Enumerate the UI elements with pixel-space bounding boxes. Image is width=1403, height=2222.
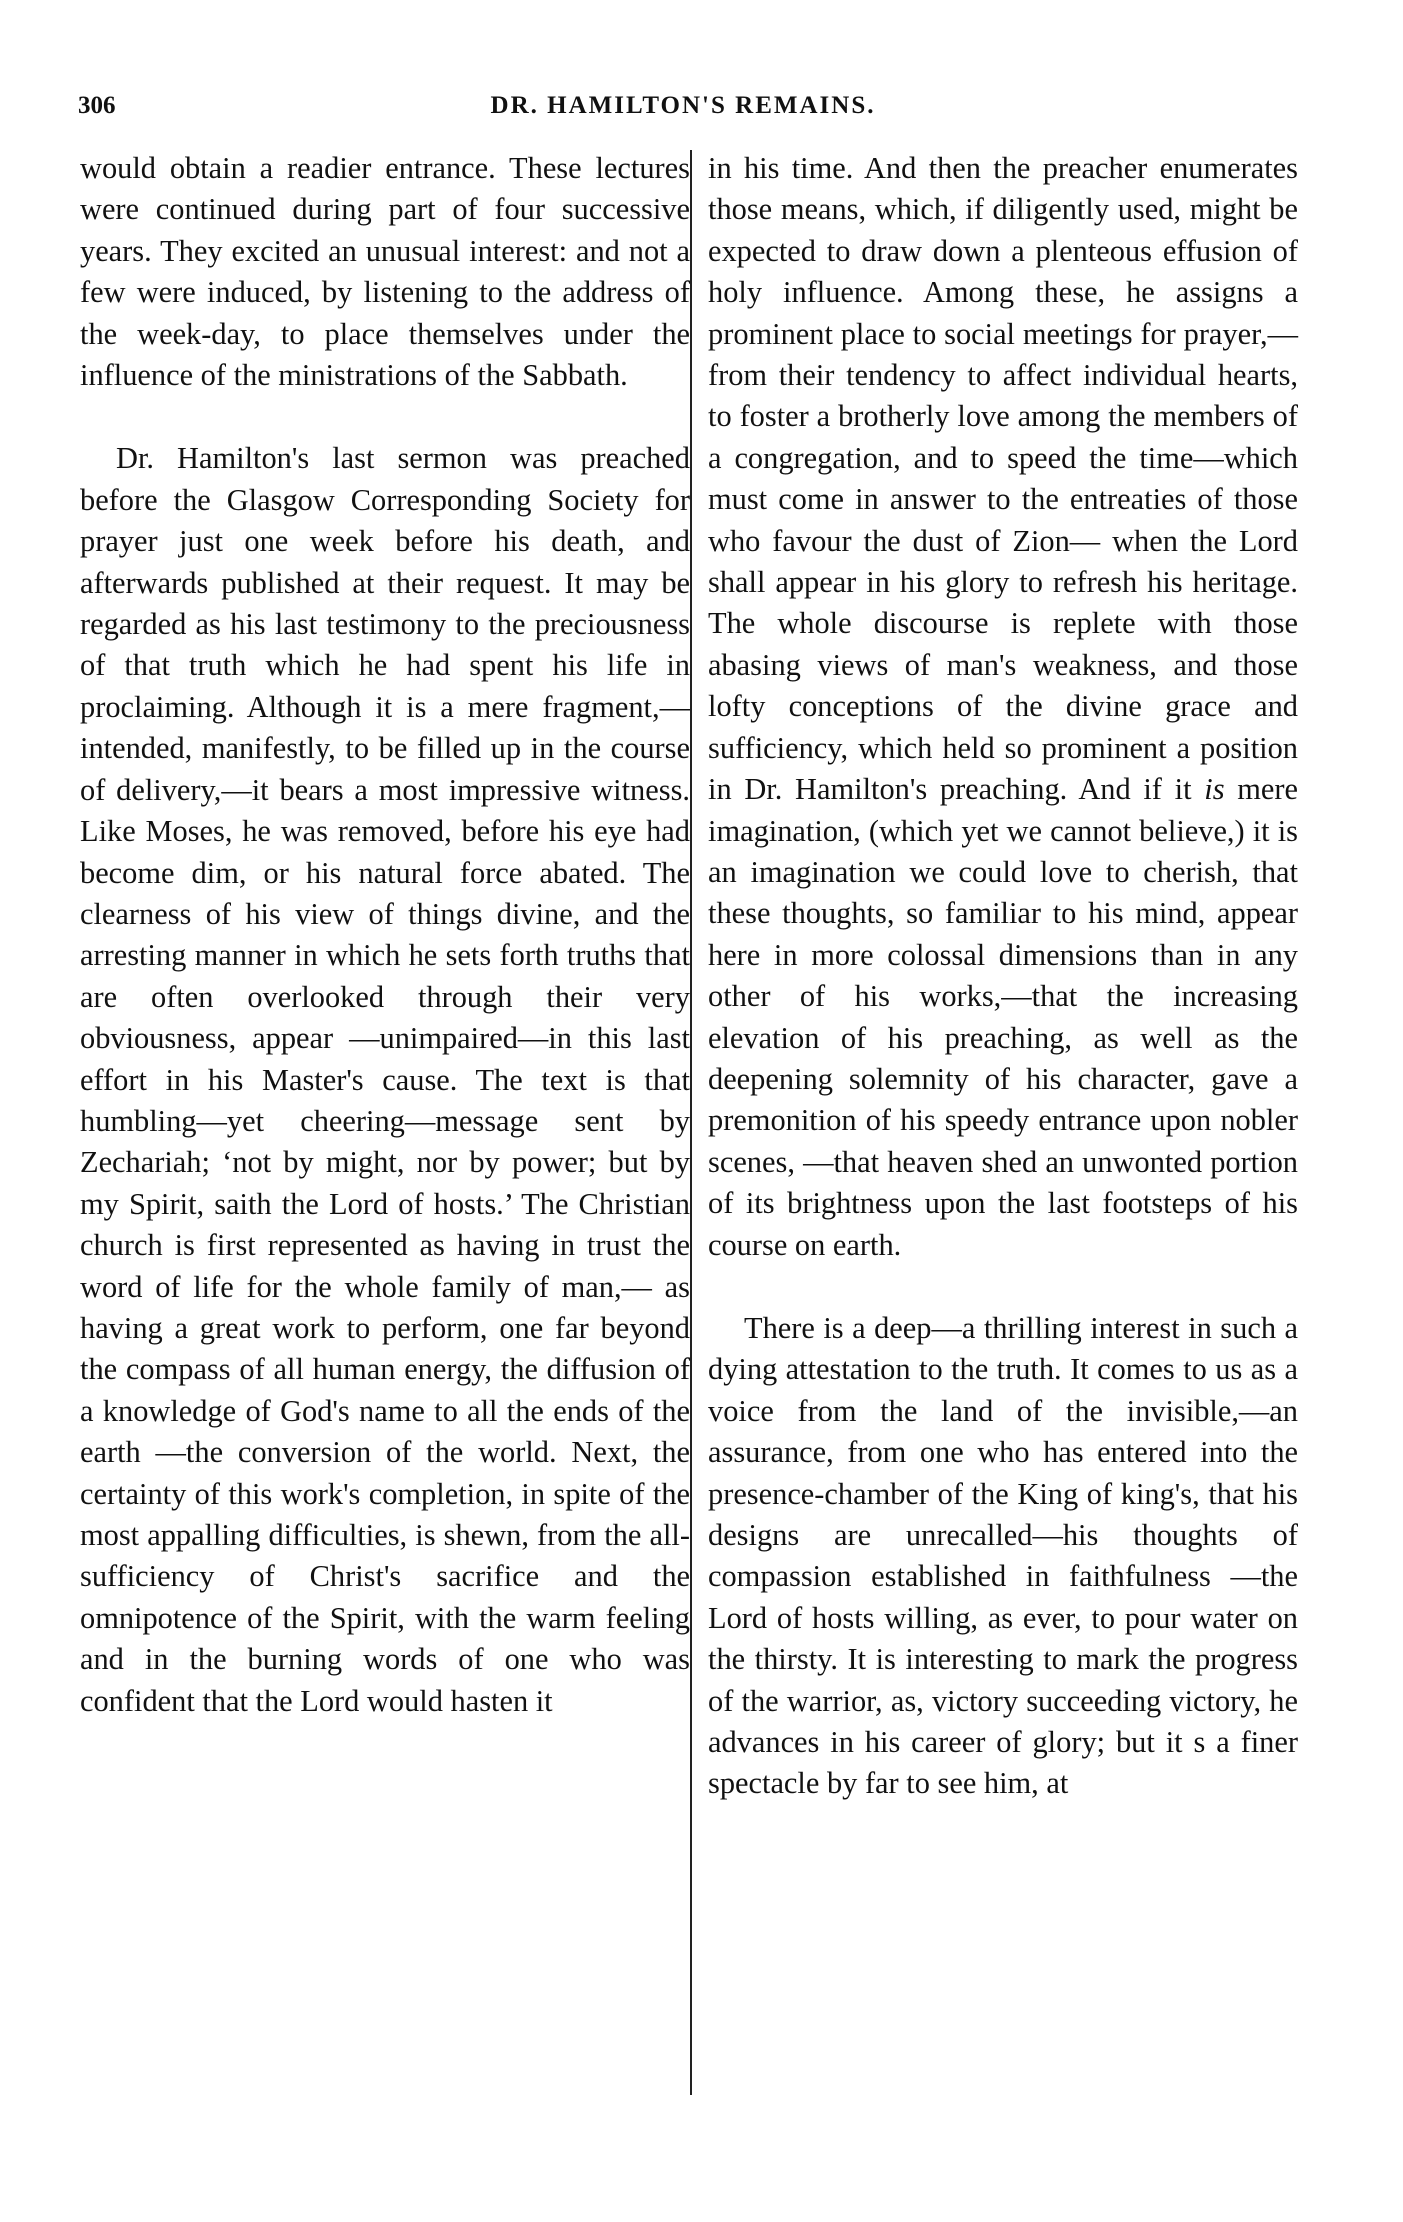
paragraph: would obtain a readier entrance. These lectures were continued during part of four successive years. They excited an unusual interest: and not a few were induced, by listening to the address of the week-day, to place themselves under the influence of the ministrations of the Sabbath. <box>80 151 690 393</box>
page-number: 306 <box>78 92 116 119</box>
paragraph-text: in his time. And then the preacher enumerates those means, which, if diligently used, might be expected to draw down a plenteous effusion of holy influence. Among these, he assigns a prominent place to social meetings for prayer,—from their tendency to affect individual hearts, to foster a brotherly love among the members of a congregation, and to speed the time—which must come in answer to the entreaties of those who favour the dust of Zion— when the Lord shall appear in his glory to refresh his heritage. The whole discourse is replete with those abasing views of man's weakness, and those lofty conceptions of the divine grace and sufficiency, which held so prominent a position in Dr. Hamilton's preaching. And if it <box>708 151 1298 807</box>
left-column <box>80 148 690 1722</box>
emphasis-text: is <box>1204 772 1225 807</box>
paragraph: Dr. Hamilton's last sermon was preached before the Glasgow Corresponding Society for prayer just one week before his death, and afterwards published at their request. It may be regarded as his last testimony to the preciousness of that truth which he had spent his life in proclaiming. Although it is a mere fragment,—intended, manifestly, to be filled up in the course of delivery,—it bears a most impressive witness. Like Moses, he was removed, before his eye had become dim, or his natural force abated. The clearness of his view of things divine, and the arresting manner in which he sets forth truths that are often overlooked through their very obviousness, appear —unimpaired—in this last effort in his Master's cause. The text is that humbling—yet cheering—message sent by Zechariah; ‘not by might, nor by power; but by my Spirit, saith the Lord of hosts.’ The Christian church is first represented as having in trust the word of life for the whole family of man,— as having a great work to perform, one far beyond the compass of all human energy, the diffusion of a knowledge of God's name to all the ends of the earth —the conversion of the world. Next, the certainty of this work's completion, in spite of the most appalling difficulties, is shewn, from the all-sufficiency of Christ's sacrifice and the omnipotence of the Spirit, with the warm feeling and in the burning words of one who was confident that the Lord would hasten it <box>80 441 690 1718</box>
column-rule <box>690 150 692 2095</box>
paragraph <box>708 148 1298 1266</box>
running-head: DR. HAMILTON'S REMAINS. <box>490 92 876 119</box>
paragraph-text: mere imagination, (which yet we cannot believe,) it is an imagination we could love to cherish, that these thoughts, so familiar to his mind, appear here in more colossal dimensions than in any other of his works,—that the increasing elevation of his preaching, as well as the deepening solemnity of his character, gave a premonition of his speedy entrance upon nobler scenes, —that heaven shed an unwonted portion of its brightness upon the last footsteps of his course on earth. <box>708 772 1298 1262</box>
paragraph: There is a deep—a thrilling interest in such a dying attestation to the truth. It comes to us as a voice from the land of the invisible,—an assurance, from one who has entered into the presence-chamber of the King of king's, that his designs are unrecalled—his thoughts of compassion established in faithfulness —the Lord of hosts willing, as ever, to pour water on the thirsty. It is interesting to mark the progress of the warrior, as, victory succeeding victory, he advances in his career of glory; but it s a finer spectacle by far to see him, at <box>708 1310 1298 1801</box>
page-header <box>78 92 1288 132</box>
right-column <box>708 148 1298 1805</box>
